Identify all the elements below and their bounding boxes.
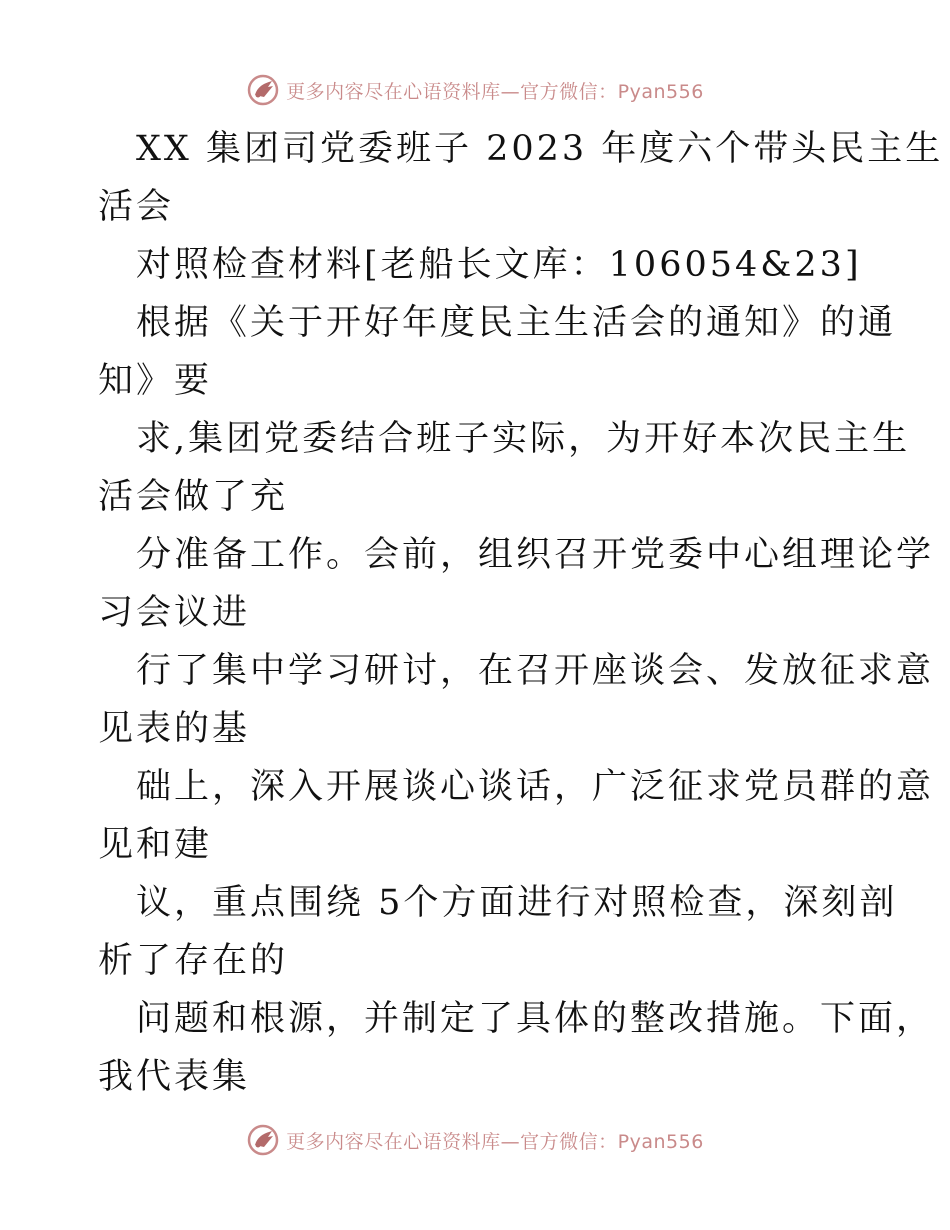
watermark-footer <box>0 1120 950 1160</box>
watermark-text: 更多内容尽在心语资料库—官方微信：Pyan556 <box>286 1130 704 1153</box>
text-line: 见表的基 <box>98 709 251 749</box>
text-line: 根据《关于开好年度民主生活会的通知》的通 <box>136 303 897 343</box>
text-line: 行了集中学习研讨，在召开座谈会、发放征求意 <box>136 651 935 691</box>
text-line: 活会 <box>98 187 175 227</box>
watermark-header <box>0 70 950 110</box>
text-line: 习会议进 <box>98 593 251 633</box>
text-line: 求,集团党委结合班子实际，为开好本次民主生 <box>136 419 911 459</box>
watermark-logo-icon <box>246 73 280 107</box>
text-line: 对照检查材料[老船长文库：106054&23] <box>136 245 862 285</box>
text-line: 我代表集 <box>98 1057 251 1097</box>
text-line: 分准备工作。会前，组织召开党委中心组理论学 <box>136 535 935 575</box>
text-line: 知》要 <box>98 361 213 401</box>
text-line: 问题和根源，并制定了具体的整改措施。下面， <box>136 999 935 1039</box>
watermark-logo-icon <box>246 1123 280 1157</box>
text-line: 议，重点围绕 5个方面进行对照检查，深刻剖 <box>136 883 898 923</box>
watermark-text: 更多内容尽在心语资料库—官方微信：Pyan556 <box>286 80 704 103</box>
text-line: 活会做了充 <box>98 477 289 517</box>
text-line: 析了存在的 <box>98 941 289 981</box>
document-body <box>98 120 944 1106</box>
text-line: XX 集团司党委班子 2023 年度六个带头民主生 <box>136 129 944 169</box>
text-line: 础上，深入开展谈心谈话，广泛征求党员群的意 <box>136 767 935 807</box>
text-line: 见和建 <box>98 825 213 865</box>
